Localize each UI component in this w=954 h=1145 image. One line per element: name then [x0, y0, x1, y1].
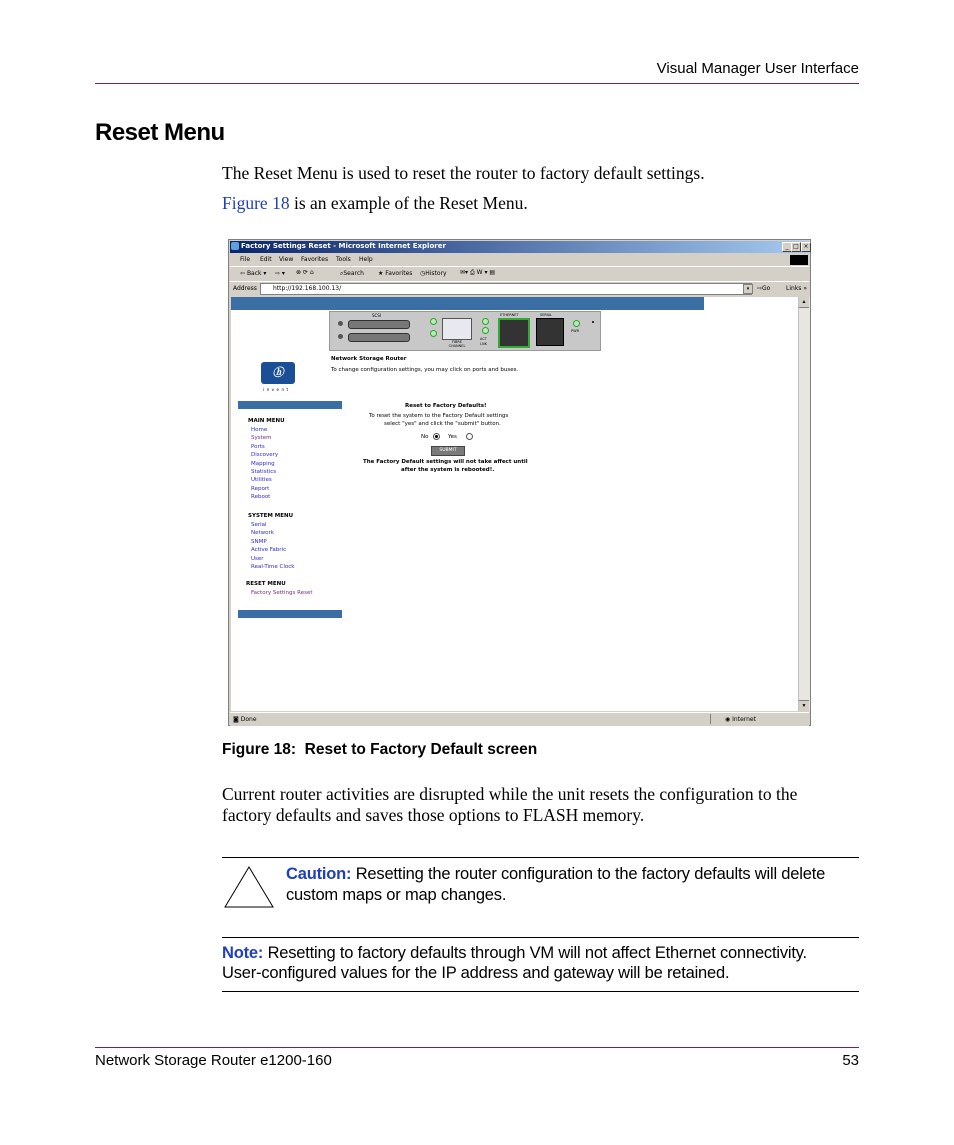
ethernet-port[interactable] [498, 318, 530, 348]
reset-menu-title: RESET MENU [246, 581, 286, 587]
serial-port[interactable] [536, 318, 564, 346]
note-text-1: Resetting to factory defaults through VM will not affect Ethernet connectivity. [267, 944, 807, 962]
address-bar [230, 282, 809, 295]
figure-18-link[interactable]: Figure 18 [222, 193, 290, 213]
caution-line-1 [286, 865, 825, 884]
green-led-1 [430, 318, 437, 325]
status-left: ◙ Done [233, 716, 257, 723]
windows-logo-icon [790, 255, 808, 265]
main-menu-list [251, 426, 278, 502]
scsi-led-1 [338, 321, 343, 326]
favorites-button[interactable]: ★ Favorites [378, 270, 413, 277]
form-title: Reset to Factory Defaults! [405, 403, 487, 409]
close-icon[interactable]: × [801, 242, 811, 252]
browser-screenshot [228, 239, 811, 726]
nav-real-time-clock[interactable]: Real-Time Clock [251, 564, 295, 571]
figure-caption: Figure 18: Reset to Factory Default screen [222, 741, 538, 758]
scsi-label: SCSI [372, 313, 382, 318]
reset-menu-list [251, 589, 313, 597]
scroll-down-icon[interactable]: ▼ [799, 700, 809, 711]
nav-active-fabric[interactable]: Active Fabric [251, 547, 287, 554]
nav-reboot[interactable]: Reboot [251, 494, 271, 501]
intro-paragraph: The Reset Menu is used to reset the router to factory default settings. [222, 163, 705, 183]
menu-view[interactable]: View [279, 256, 294, 263]
scroll-up-icon[interactable]: ▲ [799, 297, 809, 308]
nav-top-bar [238, 401, 342, 409]
fibre-channel-port[interactable] [442, 318, 472, 340]
nav-system[interactable]: System [251, 435, 272, 442]
nav-serial[interactable]: Serial [251, 522, 267, 528]
fibre-channel-label: FIBRE CHANNEL [448, 340, 466, 348]
panel-dot [592, 321, 594, 323]
submit-button-label: SUBMIT [439, 448, 457, 453]
caution-line-2: custom maps or map changes. [286, 886, 507, 904]
stop-refresh-home-icons[interactable]: ⊗ ⟳ ⌂ [296, 269, 314, 276]
yes-label: Yes [448, 434, 457, 440]
footer-page-number: 53 [842, 1052, 859, 1069]
nav-user[interactable]: User [251, 555, 264, 562]
pwr-led [573, 320, 580, 327]
no-label: No [421, 434, 429, 440]
search-button[interactable]: ⌕Search [340, 270, 364, 277]
menu-tools[interactable]: Tools [336, 256, 351, 263]
green-led-3 [482, 318, 489, 325]
green-led-4 [482, 327, 489, 334]
note-label: Note: [222, 944, 264, 962]
running-header: Visual Manager User Interface [656, 60, 859, 77]
address-dropdown-icon[interactable]: ▾ [743, 284, 753, 294]
forward-icon[interactable]: ⇨ ▾ [275, 270, 285, 277]
form-warning-1: The Factory Default settings will not take affect until [363, 459, 528, 465]
browser-page [231, 297, 798, 711]
caution-triangle-icon [224, 866, 274, 908]
nav-network[interactable]: Network [251, 530, 274, 537]
lnk-label: LNK [480, 342, 487, 346]
ie-icon [231, 242, 239, 250]
top-blue-bar [231, 297, 704, 310]
nav-home[interactable]: Home [251, 427, 268, 433]
minimize-icon[interactable]: _ [782, 242, 792, 252]
paragraph-2-line-2: factory defaults and saves those options to FLASH memory. [222, 805, 645, 825]
back-button[interactable]: ⇦ Back ▾ [240, 270, 267, 277]
window-title: Factory Settings Reset - Microsoft Internet Explorer [241, 242, 446, 250]
ethernet-label: ETHERNET [500, 313, 519, 317]
nav-snmp[interactable]: SNMP [251, 538, 267, 545]
toolbar [230, 267, 809, 282]
nav-discovery[interactable]: Discovery [251, 452, 279, 459]
figure-reference-paragraph [222, 193, 528, 214]
nav-mapping[interactable]: Mapping [251, 460, 275, 467]
form-line-2: select "yes" and click the "submit" button. [384, 421, 501, 427]
status-divider [710, 714, 711, 724]
green-led-2 [430, 330, 437, 337]
status-zone: ◉ Internet [725, 716, 756, 723]
note-bottom-rule [222, 991, 859, 992]
intro-title: Network Storage Router [331, 356, 407, 362]
hp-logo-mark: ⓗ [272, 366, 284, 379]
caution-top-rule [222, 857, 859, 858]
go-button[interactable]: ⇨Go [757, 285, 771, 292]
address-label: Address [233, 285, 257, 292]
maximize-icon[interactable]: □ [791, 242, 801, 252]
system-menu-list [251, 521, 295, 571]
hp-invent-text: invent [263, 387, 291, 392]
address-value: http://192.168.100.13/ [273, 285, 342, 292]
vertical-scrollbar[interactable] [798, 297, 810, 711]
menu-edit[interactable]: Edit [260, 256, 272, 263]
menu-favorites[interactable]: Favorites [301, 256, 329, 263]
intro-text: To change configuration settings, you may click on ports and buses. [331, 367, 519, 373]
main-menu-title: MAIN MENU [248, 418, 285, 424]
paragraph-2-line-1: Current router activities are disrupted while the unit resets the configuration to the [222, 784, 798, 804]
nav-utilities[interactable]: Utilities [251, 477, 272, 484]
act-label: ACT [480, 337, 487, 341]
figure-reference-text: is an example of the Reset Menu. [289, 193, 528, 213]
pwr-label: PWR [571, 329, 580, 333]
header-rule [95, 83, 859, 84]
address-input[interactable] [260, 283, 752, 295]
footer-rule [95, 1047, 859, 1048]
nav-ports[interactable]: Ports [251, 443, 265, 450]
links-label[interactable]: Links » [786, 285, 807, 292]
scsi-port-1[interactable] [348, 320, 410, 329]
scsi-port-2[interactable] [348, 333, 410, 342]
no-radio-dot [435, 435, 438, 438]
menu-bar [230, 254, 809, 267]
status-bar [230, 712, 809, 726]
serial-label: SERIAL [540, 313, 553, 317]
scsi-led-2 [338, 334, 343, 339]
caution-text-1: Resetting the router configuration to the factory defaults will delete [355, 865, 826, 883]
nav-statistics[interactable]: Statistics [251, 469, 277, 476]
footer-doc-title: Network Storage Router e1200-160 [95, 1052, 332, 1069]
no-radio[interactable] [433, 433, 440, 440]
form-warning-2: after the system is rebooted!. [401, 467, 495, 473]
nav-factory-settings-reset[interactable]: Factory Settings Reset [251, 590, 313, 596]
mail-print-edit-icons[interactable]: ✉▾ ⎙ W ▾ ▤ [460, 269, 496, 276]
note-line-2: User-configured values for the IP address and gateway will be retained. [222, 964, 730, 982]
note-top-rule [222, 937, 859, 938]
nav-bottom-bar [238, 610, 342, 618]
menu-file[interactable]: File [240, 256, 251, 263]
form-line-1: To reset the system to the Factory Default settings [369, 413, 509, 419]
section-title: Reset Menu [95, 119, 225, 146]
menu-help[interactable]: Help [359, 256, 373, 263]
note-line-1 [222, 944, 807, 963]
hp-logo[interactable] [261, 362, 295, 384]
system-menu-title: SYSTEM MENU [248, 513, 294, 519]
history-button[interactable]: ◷History [420, 270, 447, 277]
yes-radio[interactable] [466, 433, 473, 440]
nav-report[interactable]: Report [251, 485, 270, 492]
submit-button[interactable] [431, 446, 465, 456]
router-panel[interactable] [329, 311, 601, 351]
caution-label: Caution: [286, 865, 352, 883]
